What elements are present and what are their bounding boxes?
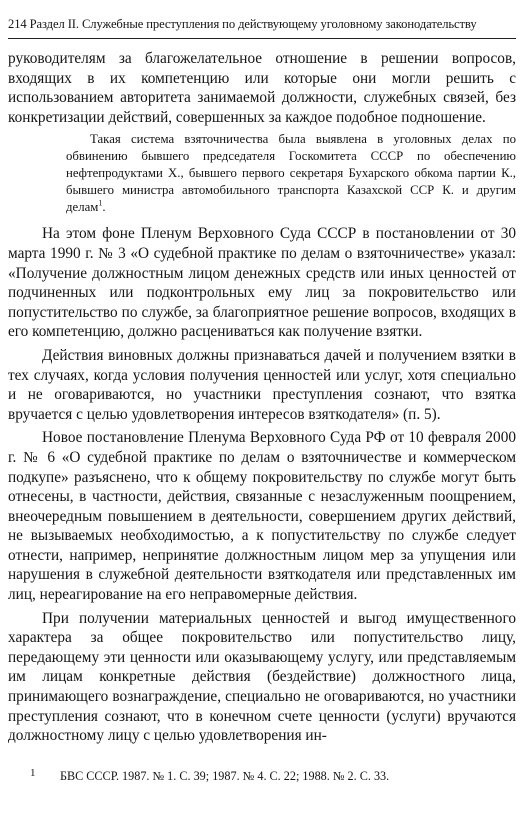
main-text [8, 49, 516, 746]
footnote-ref: 1 [98, 199, 103, 209]
footnote-mark: 1 [30, 767, 36, 779]
paragraph-1: руководителям за благожелательное отношение в решении вопросов, входящих в их компетенцию или которые они могли решить с использованием авторитета занимаемой должности, служебных связей, без конкретизации действий, совершенных за каждое подобное подношение. [8, 50, 516, 126]
paragraph-5: При получении материальных ценностей и выгод имущественного характера за общее покровительство или попустительство лицу, передающему эти ценности или оказывающему услугу, или представляемым им лицам конкретные действия (бездействие) должностного лица, принимающего вознаграждение, специально не оговариваются, но участники преступления сознают, что в конечном счете ценности (услуги) вручаются должностному лицу с целью удовлетворения ин- [8, 609, 516, 745]
footnote-text: БВС СССР. 1987. № 1. С. 39; 1987. № 4. С. 22; 1988. № 2. С. 33. [60, 769, 390, 783]
paragraph-3: Действия виновных должны признаваться дачей и получением взятки в тех случаях, когда условия получения ценностей или услуг, хотя специально и не оговариваются, но участники преступления сознают, что взятка вручается с целью удовлетворения интересов взяткодателя» (п. 5). [8, 346, 516, 423]
paragraph-2: На этом фоне Пленум Верховного Суда СССР в постановлении от 30 марта 1990 г. № 3 «О судебной практике по делам о взяточничестве» указал: «Получение должностным лицом денежных средств или иных ценностей от подчиненных или подконтрольных ему лиц за покровительство или попустительство по службе, за благоприятное решение вопросов, входящих в его компетенцию, должно расцениваться как получение взятки. [8, 225, 516, 341]
small-print-text: Такая система взяточничества была выявлена в уголовных делах по обвинению бывшего председателя Госкомитета СССР по обеспечению нефтепродуктами Х., бывшего первого секретаря Бухарского обкома партии К., бывшего министра автомобильного транспорта Казахской ССР К. и другим делам [66, 132, 516, 215]
running-head: 214 Раздел II. Служебные преступления по действующему уголовному законодательству [8, 17, 477, 31]
paragraph-4: Новое постановление Пленума Верховного Суда РФ от 10 февраля 2000 г. № 6 «О судебной практике по делам о взяточничестве и коммерческом подкупе» разъяснено, что к общему покровительству по службе могут быть отнесены, в частности, действия, связанные с незаслуженным поощрением, внеочередным повышением в деятельности, совершением других действий, не вызываемых необходимостью, а к попустительству по службе следует отнести, например, непринятие должностным лицом мер за упущения или нарушения в служебной деятельности взяткодателя или представленных им лиц, нереагирование на его неправомерные действия. [8, 429, 516, 604]
small-print-block: Такая система взяточничества была выявлена в уголовных делах по обвинению бывшего председателя Госкомитета СССР по обеспечению нефтепродуктами Х., бывшего первого секретаря Бухарского обкома партии К., бывшего министра автомобильного транспорта Казахской ССР К. и другим делам$^1$. [66, 132, 516, 215]
header-rule [8, 38, 516, 39]
